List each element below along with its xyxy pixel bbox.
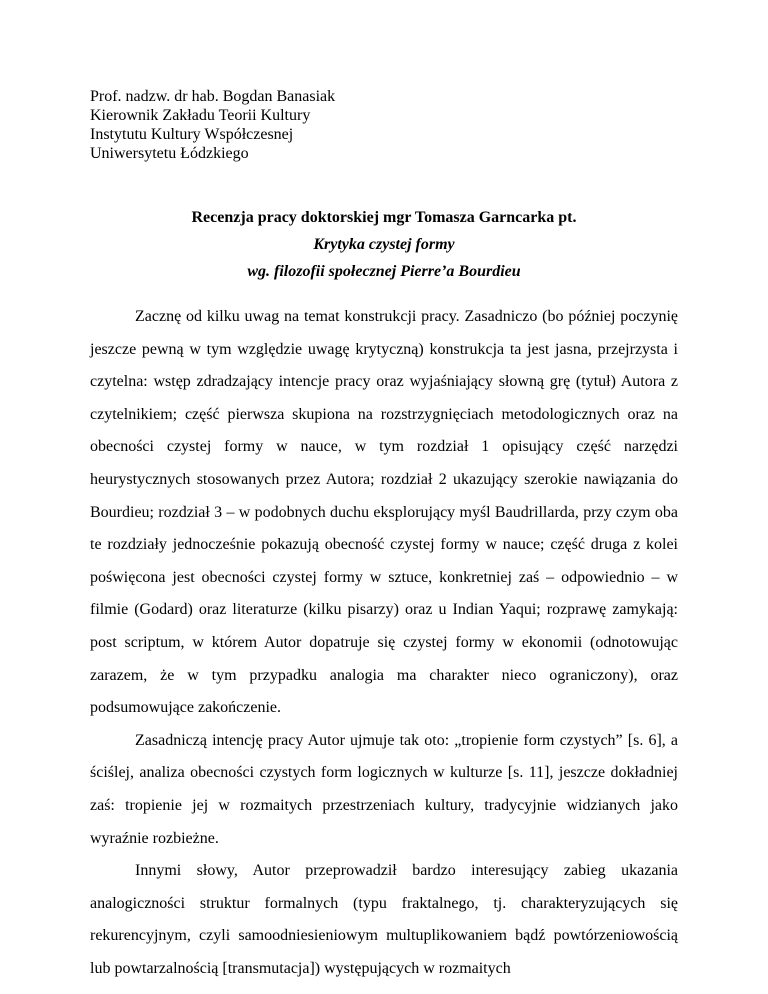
paragraph-analogy: Innymi słowy, Autor przeprowadził bardzo interesujący zabieg ukazania analogiczności struktur formalnych (typu fraktalnego, tj. charakteryzujących się rekurencyjnym, czyli samoodniesieniowym multuplikowaniem bądź powtórzeniowością lub powtarzalnością [transmutacja]) występujących w rozmaitych: [90, 862, 678, 977]
paragraph-construction: Zacznę od kilku uwag na temat konstrukcji pracy. Zasadniczo (bo później poczynię jeszcze pewną w tym względzie uwagę krytyczną) konstrukcja ta jest jasna, przejrzysta i czytelna: wstęp zdradzający intencje pracy oraz wyjaśniający słowną grę (tytuł) Autora z czytelnikiem; część pierwsza skupiona na rozstrzygnięciach metodologicznych oraz na obecności czystej formy w nauce, w tym rozdział 1 opisujący część narzędzi heurystycznych stosowanych przez Autora; rozdział 2 ukazujący szerokie nawiązania do Bourdieu; rozdział 3 – w podobnych duchu eksplorujący myśl Baudrillarda, przy czym oba te rozdziały jednocześnie pokazują obecność czystej formy w nauce; część druga z kolei poświęcona jest obecności czystej formy w sztuce, konkretniej zaś – odpowiednio – w filmie (Godard) oraz literaturze (kilku pisarzy) oraz u Indian Yaqui; rozprawę zamykają: post scriptum, w którem Autor dopatruje się czystej formy w ekonomii (odnotowując zarazem, że w tym przypadku analogia ma charakter nieco ograniczony), oraz podsumowujące zakończenie.: [90, 308, 678, 717]
review-title-block: [90, 204, 678, 285]
dissertation-subtitle: wg. filozofii społecznej Pierre’a Bourdieu: [247, 263, 521, 280]
paragraph-intention: Zasadniczą intencję pracy Autor ujmuje tak oto: „tropienie form czystych” [s. 6], a ściślej, analiza obecności czystych form logicznych w kulturze [s. 11], jeszcze dokładniej zaś: tropienie jej w rozmaitych przestrzeniach kultury, tradycyjnie widzianych jako wyraźnie rozbieżne.: [90, 731, 678, 847]
author-block: [90, 87, 335, 163]
dissertation-title: Krytyka czystej formy: [313, 236, 455, 253]
review-body: [90, 301, 678, 985]
author-position: Kierownik Zakładu Teorii Kultury: [90, 107, 311, 124]
author-name: Prof. nadzw. dr hab. Bogdan Banasiak: [90, 88, 336, 105]
review-heading: Recenzja pracy doktorskiej mgr Tomasza Garncarka pt.: [191, 209, 577, 226]
author-university: Uniwersytetu Łódzkiego: [90, 145, 249, 162]
author-institute: Instytutu Kultury Współczesnej: [90, 126, 294, 143]
